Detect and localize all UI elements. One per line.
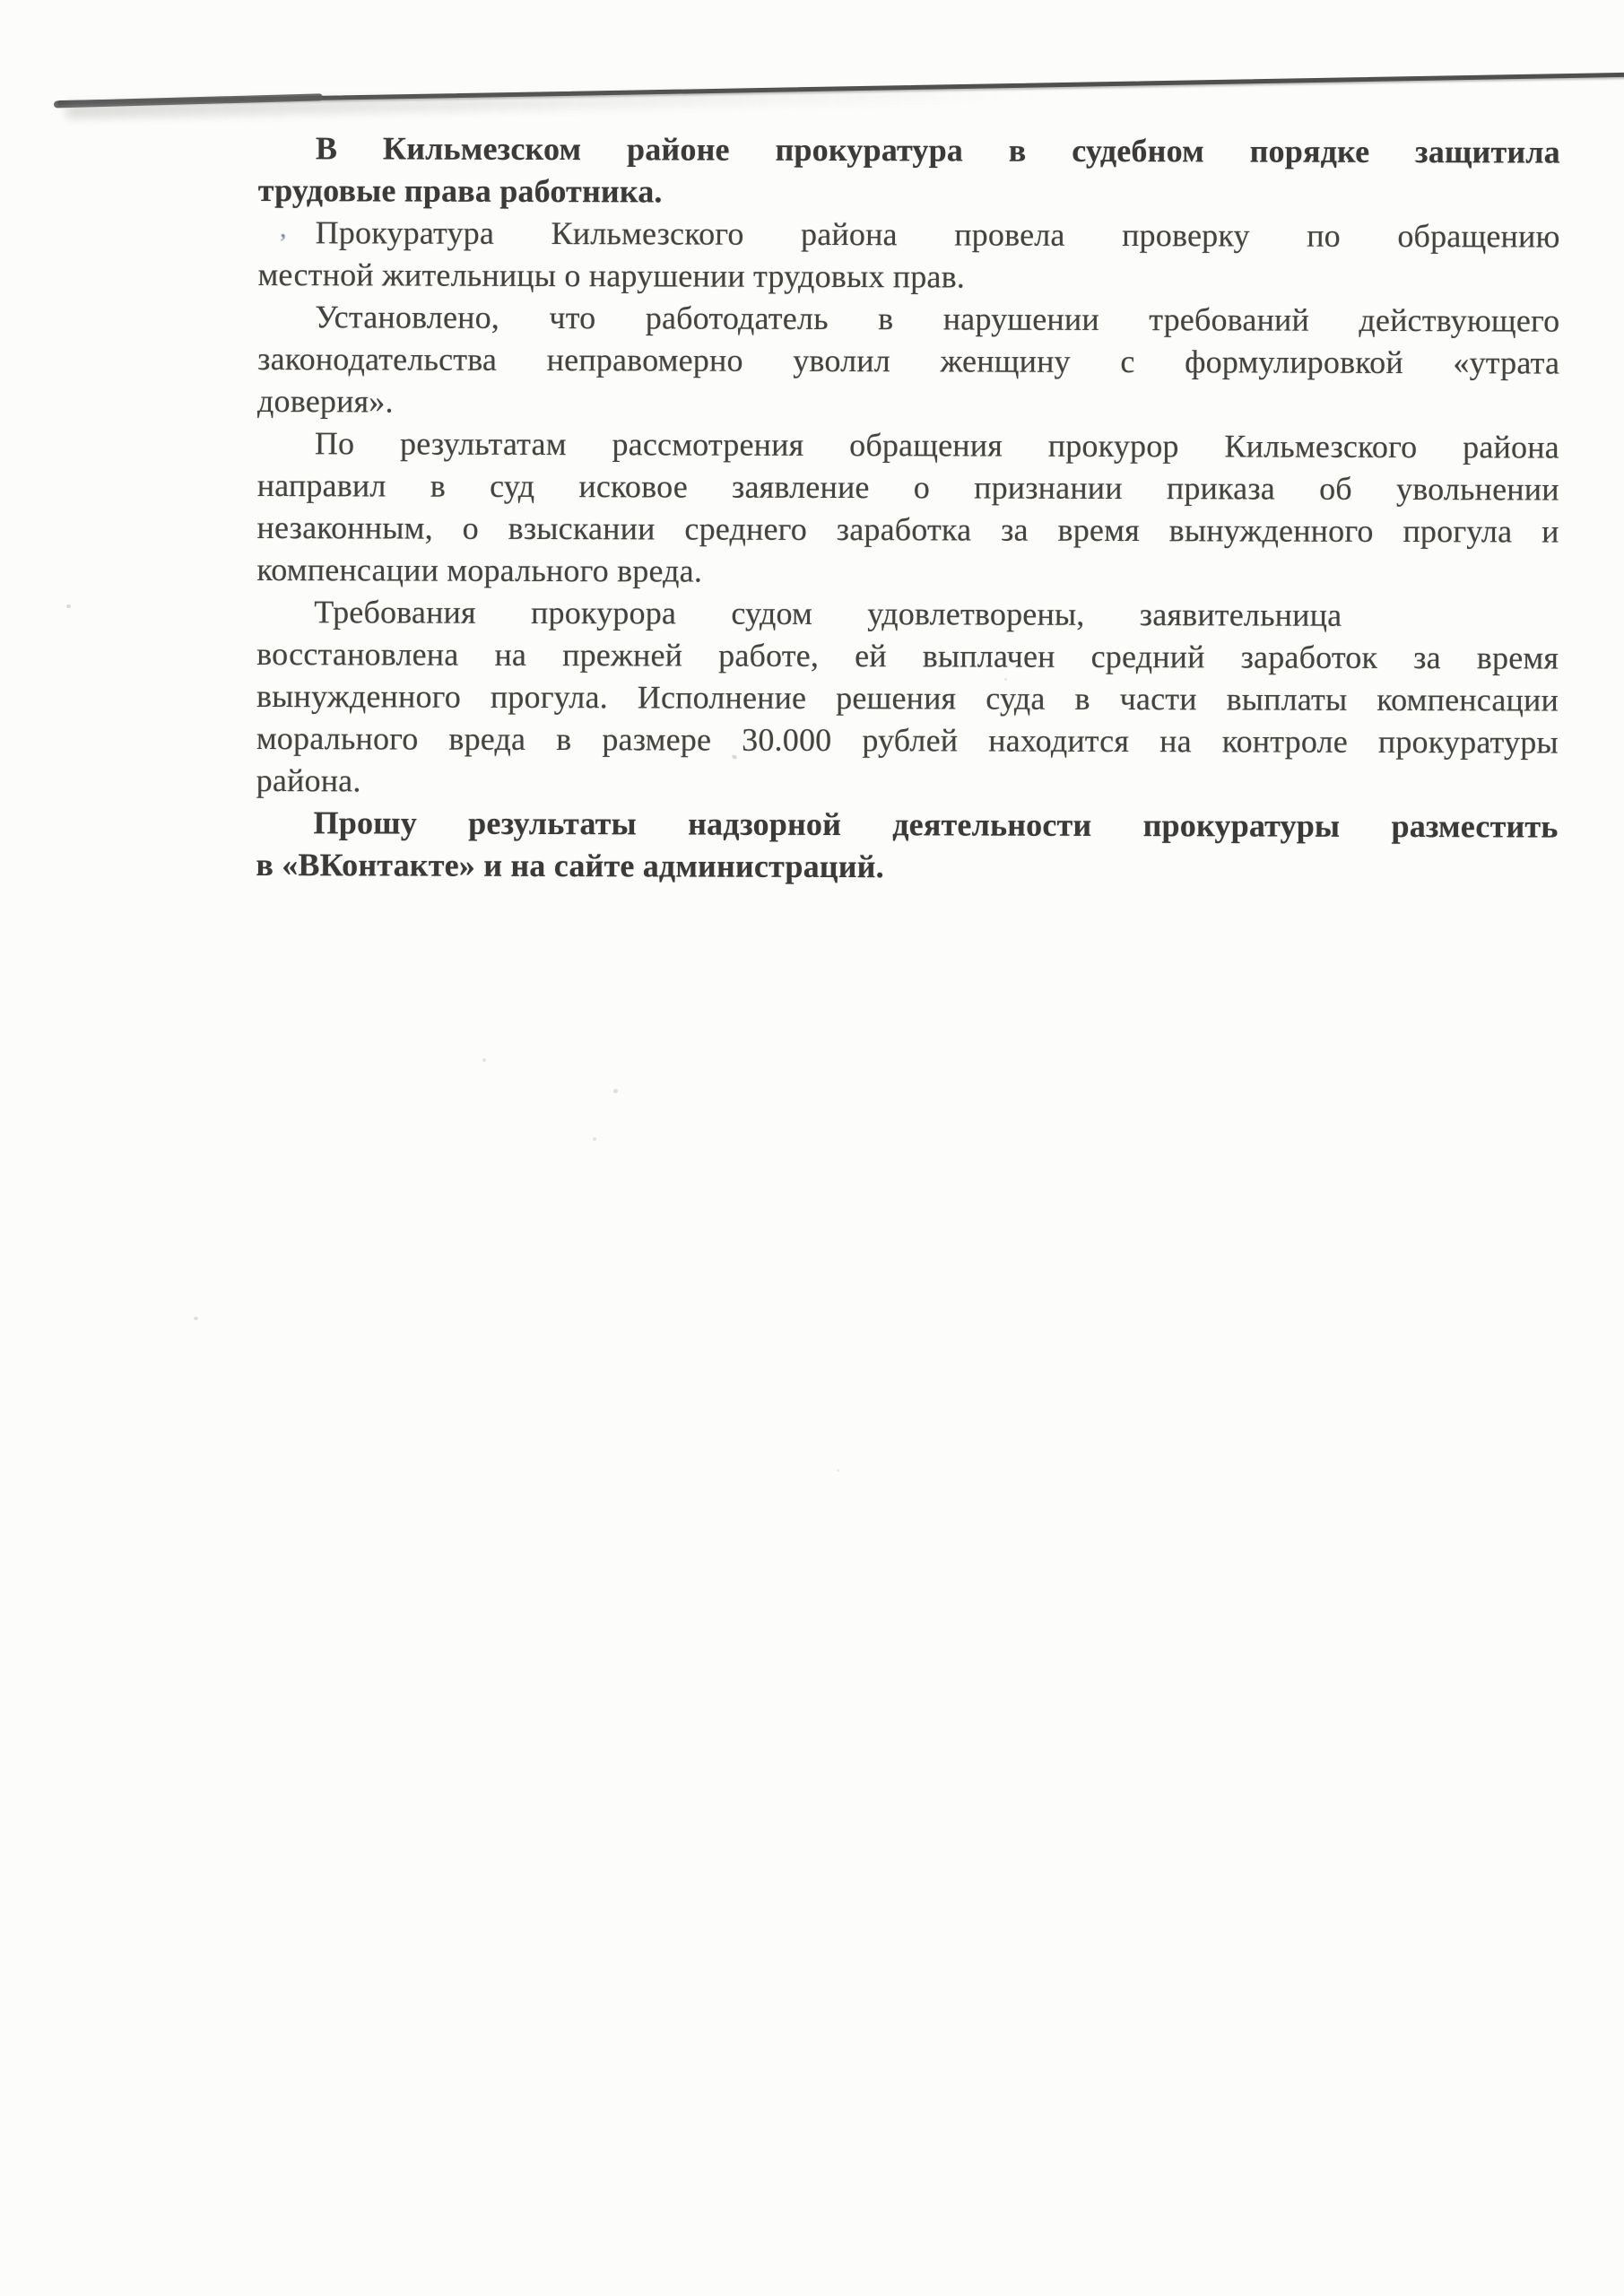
document-line: Прокуратура Кильмезского района провела проверку по обращению: [315, 214, 1560, 255]
scan-speck: [613, 1089, 618, 1093]
document-line: Прошу результаты надзорной деятельности прокуратуры разместить: [313, 804, 1559, 845]
paragraph: [256, 591, 1559, 806]
document-line: доверия».: [256, 382, 394, 420]
document-line: в «ВКонтакте» и на сайте администраций.: [256, 846, 884, 885]
scanner-edge-line-artifact: [57, 73, 1624, 105]
paragraph: [257, 212, 1559, 300]
document-line: района.: [256, 761, 361, 799]
document-line: Требования прокурора судом удовлетворены, заявительница: [314, 594, 1342, 633]
scan-speck: [593, 1137, 596, 1141]
document-line: восстановлена на прежней работе, ей выплачен средний заработок за время: [256, 635, 1559, 676]
stray-comma-mark: ,: [280, 213, 287, 243]
paragraph: [258, 127, 1560, 216]
document-line: В Кильмезском районе прокуратура в судебном порядке защитила: [315, 130, 1560, 170]
document-line: направил в суд исковое заявление о признании приказа об увольнении: [256, 466, 1559, 508]
scan-speck: [1004, 678, 1007, 681]
paragraph: [256, 422, 1559, 596]
paragraph: [256, 802, 1558, 891]
scan-speck: [194, 1317, 198, 1320]
document-line: вынужденного прогула. Исполнение решения суда в части выплаты компенсации: [256, 677, 1559, 718]
document-line: трудовые права работника.: [257, 171, 663, 210]
document-line: морального вреда в размере 30.000 рублей находится на контроле прокуратуры: [256, 719, 1559, 761]
document-line: незаконным, о взыскании среднего заработка за время вынужденного прогула и: [256, 509, 1559, 550]
scan-speck: [66, 604, 71, 608]
paragraph: [257, 296, 1559, 427]
document-line: законодательства неправомерно уволил женщину с формулировкой «утрата: [257, 340, 1560, 381]
scan-speck: [837, 1469, 839, 1472]
document-line: Установлено, что работодатель в нарушении требований действующего: [315, 299, 1560, 339]
document-line: По результатам рассмотрения обращения прокурор Кильмезского района: [314, 425, 1559, 465]
scan-speck: [482, 1058, 486, 1062]
document-line: местной жительницы о нарушении трудовых прав.: [257, 256, 966, 295]
document-line: компенсации морального вреда.: [256, 551, 703, 589]
document-text: [256, 127, 1560, 891]
